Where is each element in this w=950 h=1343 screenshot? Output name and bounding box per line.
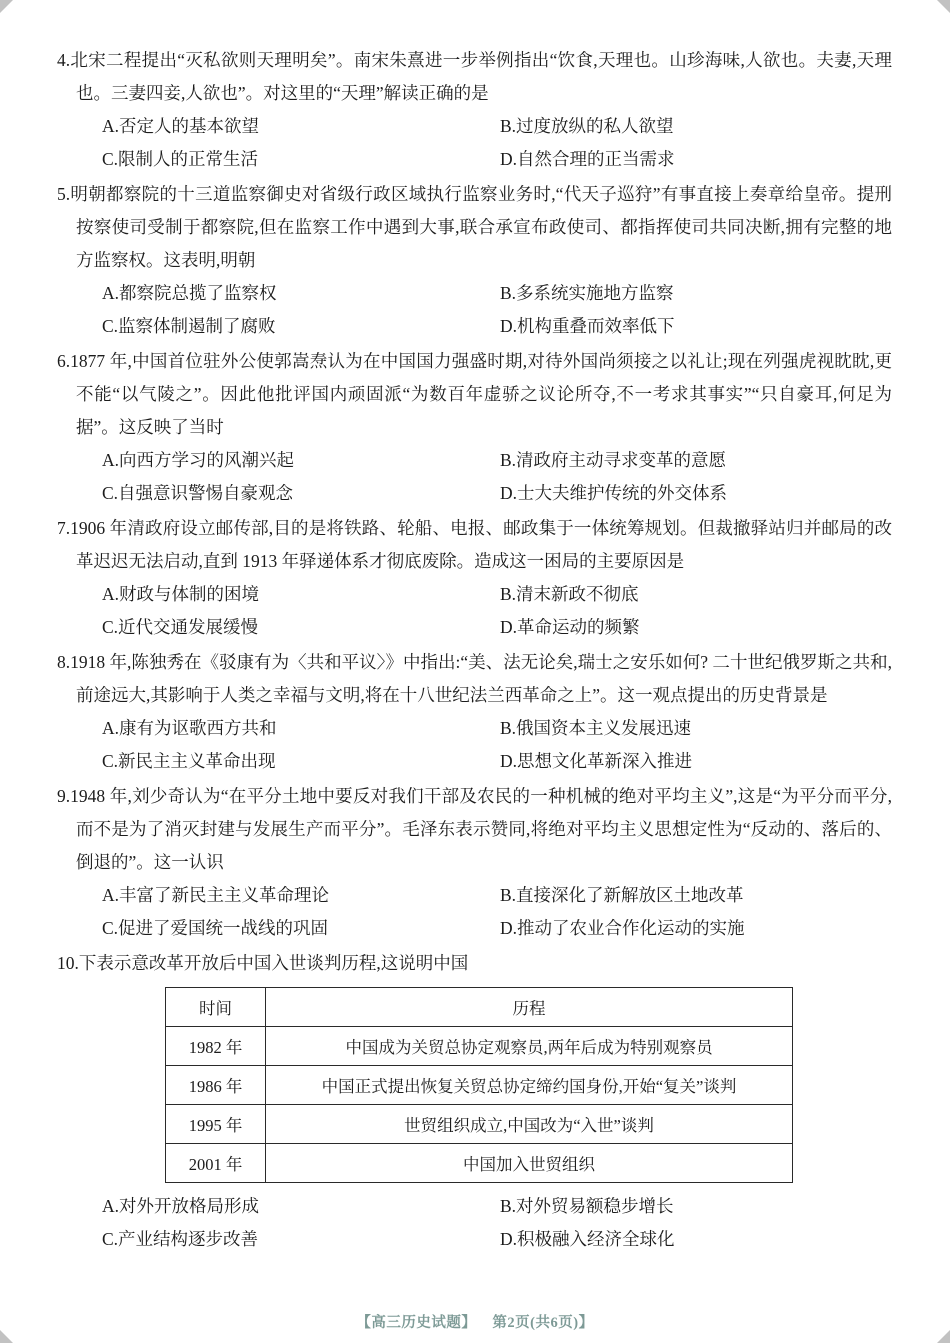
question-8 <box>57 646 892 778</box>
option-b: B.多系统实施地方监察 <box>500 283 674 303</box>
question-6 <box>57 345 892 510</box>
option-a: A.康有为讴歌西方共和 <box>102 718 277 738</box>
question-4-stem: 4.北宋二程提出“灭私欲则天理明矣”。南宋朱熹进一步举例指出“饮食,天理也。山珍海味,人欲也。夫妻,天理也。三妻四妾,人欲也”。对这里的“天理”解读正确的是 <box>57 50 892 103</box>
question-5 <box>57 178 892 343</box>
option-b: B.对外贸易额稳步增长 <box>500 1196 674 1216</box>
option-a: A.都察院总揽了监察权 <box>102 283 277 303</box>
scan-artifact-top-right <box>937 0 950 13</box>
table-row <box>166 1144 793 1183</box>
table-cell-event: 中国正式提出恢复关贸总协定缔约国身份,开始“复关”谈判 <box>266 1066 793 1105</box>
question-7-options <box>57 578 892 644</box>
option-c: C.自强意识警惕自豪观念 <box>102 483 294 503</box>
option-a: A.否定人的基本欲望 <box>102 116 260 136</box>
table-cell-event: 世贸组织成立,中国改为“入世”谈判 <box>266 1105 793 1144</box>
option-b: B.清末新政不彻底 <box>500 584 639 604</box>
table-header-row <box>166 988 793 1027</box>
option-a: A.对外开放格局形成 <box>102 1196 260 1216</box>
question-9-options <box>57 879 892 945</box>
wto-timeline-table <box>165 987 793 1183</box>
question-7 <box>57 512 892 644</box>
table-row <box>166 1027 793 1066</box>
table-cell-year: 1995 年 <box>166 1105 266 1144</box>
option-c: C.近代交通发展缓慢 <box>102 617 259 637</box>
table-cell-year: 1986 年 <box>166 1066 266 1105</box>
table-cell-event: 中国成为关贸总协定观察员,两年后成为特别观察员 <box>266 1027 793 1066</box>
question-10 <box>57 947 892 1256</box>
question-4 <box>57 44 892 176</box>
table-cell-year: 1982 年 <box>166 1027 266 1066</box>
question-10-options <box>57 1190 892 1256</box>
option-d: D.积极融入经济全球化 <box>500 1229 675 1249</box>
wto-timeline-table-wrap <box>165 987 892 1183</box>
option-c: C.新民主主义革命出现 <box>102 751 276 771</box>
question-6-stem: 6.1877 年,中国首位驻外公使郭嵩焘认为在中国国力强盛时期,对待外国尚须接之以礼让;现在列强虎视眈眈,更不能“以气陵之”。因此他批评国内顽固派“为数百年虚骄之议论所夺,不一考求其事实”“只自豪耳,何足为据”。这反映了当时 <box>57 351 892 437</box>
option-d: D.机构重叠而效率低下 <box>500 316 675 336</box>
option-a: A.丰富了新民主主义革命理论 <box>102 885 330 905</box>
option-a: A.财政与体制的困境 <box>102 584 260 604</box>
option-b: B.俄国资本主义发展迅速 <box>500 718 692 738</box>
option-c: C.促进了爱国统一战线的巩固 <box>102 918 329 938</box>
question-9 <box>57 780 892 945</box>
option-b: B.过度放纵的私人欲望 <box>500 116 674 136</box>
option-d: D.思想文化革新深入推进 <box>500 751 693 771</box>
option-c: C.产业结构逐步改善 <box>102 1229 259 1249</box>
question-8-stem: 8.1918 年,陈独秀在《驳康有为〈共和平议〉》中指出:“美、法无论矣,瑞士之安乐如何? 二十世纪俄罗斯之共和,前途远大,其影响于人类之幸福与文明,将在十八世纪法兰西革命之上”。这一观点提出的历史背景是 <box>57 652 892 705</box>
question-10-stem: 10.下表示意改革开放后中国入世谈判历程,这说明中国 <box>57 953 469 973</box>
question-4-options <box>57 110 892 176</box>
option-b: B.直接深化了新解放区土地改革 <box>500 885 744 905</box>
option-d: D.自然合理的正当需求 <box>500 149 675 169</box>
question-5-stem: 5.明朝都察院的十三道监察御史对省级行政区域执行监察业务时,“代天子巡狩”有事直接上奏章给皇帝。提刑按察使司受制于都察院,但在监察工作中遇到大事,联合承宣布政使司、都指挥使司共同决断,拥有完整的地方监察权。这表明,明朝 <box>57 184 892 270</box>
table-cell-year: 2001 年 <box>166 1144 266 1183</box>
option-d: D.推动了农业合作化运动的实施 <box>500 918 745 938</box>
question-9-stem: 9.1948 年,刘少奇认为“在平分土地中要反对我们干部及农民的一种机械的绝对平均主义”,这是“为平分而平分,而不是为了消灭封建与发展生产而平分”。毛泽东表示赞同,将绝对平均主义思想定性为“反动的、落后的、倒退的”。这一认识 <box>57 786 892 872</box>
table-row <box>166 1066 793 1105</box>
question-5-options <box>57 277 892 343</box>
question-6-options <box>57 444 892 510</box>
option-d: D.革命运动的频繁 <box>500 617 640 637</box>
footer-exam-title: 【高三历史试题】 <box>356 1315 477 1331</box>
scan-artifact-top-left <box>0 0 13 13</box>
table-row <box>166 1105 793 1144</box>
page-footer <box>0 1311 950 1332</box>
table-header-time: 时间 <box>166 988 266 1027</box>
option-a: A.向西方学习的风潮兴起 <box>102 450 295 470</box>
option-d: D.士大夫维护传统的外交体系 <box>500 483 728 503</box>
option-b: B.清政府主动寻求变革的意愿 <box>500 450 727 470</box>
table-cell-event: 中国加入世贸组织 <box>266 1144 793 1183</box>
question-8-options <box>57 712 892 778</box>
option-c: C.限制人的正常生活 <box>102 149 259 169</box>
footer-page-number: 第2页(共6页)】 <box>492 1315 594 1331</box>
question-7-stem: 7.1906 年清政府设立邮传部,目的是将铁路、轮船、电报、邮政集于一体统筹规划。但裁撤驿站归并邮局的改革迟迟无法启动,直到 1913 年驿递体系才彻底废除。造成这一困局的主要原因是 <box>57 518 892 571</box>
option-c: C.监察体制遏制了腐败 <box>102 316 276 336</box>
table-header-event: 历程 <box>266 988 793 1027</box>
